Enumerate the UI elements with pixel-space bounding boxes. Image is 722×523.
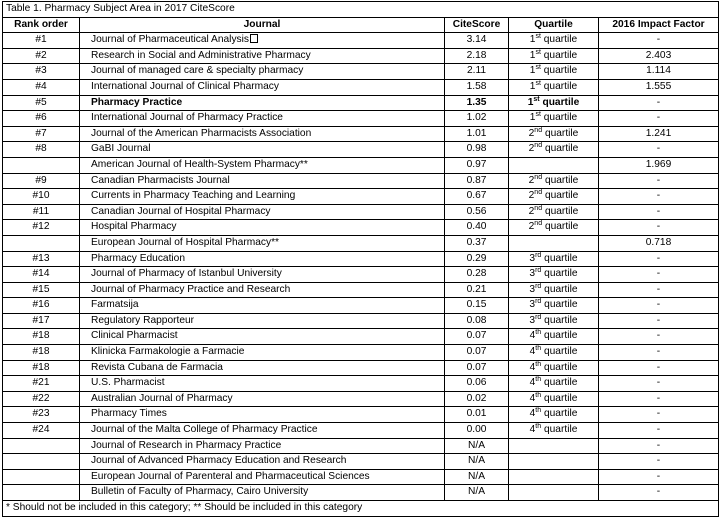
- journal-name: Farmatsija: [91, 299, 139, 311]
- quartile-word: quartile: [544, 143, 579, 155]
- quartile-word: quartile: [543, 80, 578, 92]
- quartile-word: quartile: [543, 34, 578, 46]
- impact-factor-cell: 1.555: [599, 79, 719, 95]
- rank-cell: #6: [3, 111, 80, 127]
- quartile-cell: [509, 111, 599, 127]
- rank-cell: #21: [3, 376, 80, 392]
- citescore-cell: 1.35: [445, 95, 509, 111]
- citescore-cell: 0.87: [445, 173, 509, 189]
- rank-cell: #22: [3, 391, 80, 407]
- journal-name: GaBI Journal: [91, 143, 151, 155]
- journal-cell: [80, 173, 445, 189]
- journal-name: Currents in Pharmacy Teaching and Learning: [91, 190, 296, 202]
- journal-cell: [80, 345, 445, 361]
- journal-cell: [80, 407, 445, 423]
- rank-cell: #2: [3, 48, 80, 64]
- journal-cell: [80, 111, 445, 127]
- journal-cell: [80, 251, 445, 267]
- table-container: [2, 1, 718, 517]
- journal-name: Hospital Pharmacy: [91, 221, 177, 233]
- journal-name: Journal of Pharmacy Practice and Research: [91, 283, 291, 295]
- quartile-ordinal: nd: [534, 204, 543, 212]
- rank-cell: [3, 235, 80, 251]
- journal-cell: [80, 298, 445, 314]
- journal-name: Klinicka Farmakologie a Farmacie: [91, 346, 245, 358]
- rank-cell: #1: [3, 33, 80, 49]
- quartile-word: quartile: [544, 127, 579, 139]
- quartile-cell: [509, 438, 599, 454]
- citescore-cell: N/A: [445, 469, 509, 485]
- journal-name: Canadian Pharmacists Journal: [91, 174, 230, 186]
- table-row: [3, 33, 719, 49]
- journal-cell: [80, 126, 445, 142]
- quartile-number: 3: [529, 283, 536, 295]
- table-caption: Table 1. Pharmacy Subject Area in 2017 CiteScore: [3, 2, 719, 18]
- journal-name: Journal of the Malta College of Pharmacy Practice: [91, 424, 318, 436]
- rank-cell: [3, 157, 80, 173]
- rank-cell: #11: [3, 204, 80, 220]
- quartile-cell: [509, 485, 599, 501]
- journal-name: European Journal of Hospital Pharmacy**: [91, 236, 280, 248]
- journal-name: Research in Social and Administrative Pharmacy: [91, 49, 311, 61]
- journal-cell: [80, 157, 445, 173]
- journal-name: Journal of Pharmacy of Istanbul University: [91, 268, 282, 280]
- quartile-word: quartile: [543, 392, 578, 404]
- quartile-cell: [509, 235, 599, 251]
- quartile-number: 2: [528, 205, 535, 217]
- rank-cell: #16: [3, 298, 80, 314]
- quartile-word: quartile: [543, 346, 578, 358]
- journal-name: International Journal of Clinical Pharmacy: [91, 80, 279, 92]
- quartile-cell: [509, 95, 599, 111]
- quartile-word: quartile: [544, 190, 579, 202]
- quartile-cell: [509, 360, 599, 376]
- journal-name: American Journal of Health-System Pharmacy**: [91, 158, 308, 170]
- quartile-number: 1: [529, 65, 536, 77]
- journal-name: Journal of Advanced Pharmacy Education and Research: [91, 455, 347, 467]
- table-row: [3, 438, 719, 454]
- citescore-cell: 0.28: [445, 267, 509, 283]
- quartile-number: 2: [528, 127, 535, 139]
- quartile-ordinal: st: [535, 64, 541, 72]
- quartile-cell: [509, 376, 599, 392]
- quartile-ordinal: th: [535, 376, 542, 384]
- header-row: [3, 17, 719, 33]
- quartile-cell: [509, 407, 599, 423]
- journal-cell: [80, 189, 445, 205]
- quartile-cell: [509, 251, 599, 267]
- rank-cell: #17: [3, 313, 80, 329]
- quartile-number: 1: [527, 96, 534, 108]
- quartile-cell: [509, 189, 599, 205]
- impact-factor-cell: -: [599, 142, 719, 158]
- quartile-cell: [509, 298, 599, 314]
- quartile-number: 3: [529, 314, 536, 326]
- quartile-word: quartile: [543, 65, 578, 77]
- journal-cell: [80, 79, 445, 95]
- impact-factor-cell: -: [599, 173, 719, 189]
- table-row: [3, 267, 719, 283]
- citescore-cell: 0.01: [445, 407, 509, 423]
- rank-cell: #8: [3, 142, 80, 158]
- quartile-word: quartile: [544, 268, 578, 280]
- impact-factor-cell: 1.114: [599, 64, 719, 80]
- quartile-ordinal: th: [535, 360, 542, 368]
- table-row: [3, 220, 719, 236]
- citescore-cell: 0.98: [445, 142, 509, 158]
- journal-name: U.S. Pharmacist: [91, 377, 165, 389]
- rank-cell: [3, 469, 80, 485]
- quartile-number: 2: [528, 174, 535, 186]
- quartile-number: 1: [529, 49, 536, 61]
- table-row: [3, 251, 719, 267]
- quartile-word: quartile: [544, 299, 578, 311]
- quartile-word: quartile: [544, 221, 579, 233]
- table-row: [3, 79, 719, 95]
- journal-name: Pharmacy Practice: [91, 96, 183, 108]
- impact-factor-cell: -: [599, 313, 719, 329]
- impact-factor-cell: -: [599, 454, 719, 470]
- citescore-cell: 0.40: [445, 220, 509, 236]
- impact-factor-cell: -: [599, 329, 719, 345]
- citescore-cell: 2.18: [445, 48, 509, 64]
- citescore-cell: 0.15: [445, 298, 509, 314]
- table-row: [3, 423, 719, 439]
- journal-name: Clinical Pharmacist: [91, 330, 178, 342]
- citescore-cell: 0.07: [445, 329, 509, 345]
- quartile-ordinal: rd: [535, 313, 542, 321]
- table-caption-row: [3, 2, 719, 18]
- impact-factor-cell: -: [599, 220, 719, 236]
- journal-cell: [80, 469, 445, 485]
- citescore-cell: 1.01: [445, 126, 509, 142]
- quartile-word: quartile: [543, 330, 578, 342]
- quartile-cell: [509, 64, 599, 80]
- table-row: [3, 48, 719, 64]
- quartile-cell: [509, 469, 599, 485]
- quartile-word: quartile: [544, 314, 578, 326]
- impact-factor-cell: -: [599, 251, 719, 267]
- quartile-cell: [509, 173, 599, 189]
- journal-cell: [80, 454, 445, 470]
- quartile-ordinal: rd: [535, 251, 542, 259]
- journal-cell: [80, 485, 445, 501]
- rank-cell: #18: [3, 360, 80, 376]
- citescore-cell: 1.02: [445, 111, 509, 127]
- table-row: [3, 391, 719, 407]
- citescore-cell: 0.37: [445, 235, 509, 251]
- rank-cell: #18: [3, 329, 80, 345]
- quartile-ordinal: th: [535, 407, 542, 415]
- impact-factor-cell: 1.241: [599, 126, 719, 142]
- quartile-number: 4: [529, 377, 536, 389]
- quartile-cell: [509, 48, 599, 64]
- impact-factor-cell: -: [599, 469, 719, 485]
- rank-cell: #15: [3, 282, 80, 298]
- quartile-ordinal: nd: [534, 173, 543, 181]
- table-row: [3, 376, 719, 392]
- quartile-ordinal: nd: [534, 142, 543, 150]
- impact-factor-cell: -: [599, 267, 719, 283]
- table-row: [3, 469, 719, 485]
- quartile-number: 4: [529, 330, 536, 342]
- impact-factor-cell: -: [599, 204, 719, 220]
- quartile-ordinal: th: [535, 391, 542, 399]
- impact-factor-cell: -: [599, 376, 719, 392]
- rank-cell: #5: [3, 95, 80, 111]
- quartile-number: 3: [529, 252, 536, 264]
- quartile-ordinal: rd: [535, 267, 542, 275]
- rank-cell: #13: [3, 251, 80, 267]
- journal-cell: [80, 33, 445, 49]
- journal-cell: [80, 48, 445, 64]
- impact-factor-cell: -: [599, 345, 719, 361]
- citescore-cell: 0.06: [445, 376, 509, 392]
- citescore-cell: 3.14: [445, 33, 509, 49]
- table-row: [3, 126, 719, 142]
- header-quartile: Quartile: [509, 17, 599, 33]
- quartile-number: 4: [529, 424, 536, 436]
- rank-cell: #24: [3, 423, 80, 439]
- quartile-cell: [509, 329, 599, 345]
- quartile-ordinal: st: [535, 33, 541, 41]
- citescore-table: [2, 1, 719, 517]
- footnote: * Should not be included in this category; ** Should be included in this category: [3, 501, 719, 517]
- journal-cell: [80, 142, 445, 158]
- journal-cell: [80, 391, 445, 407]
- quartile-cell: [509, 157, 599, 173]
- table-row: [3, 173, 719, 189]
- journal-name: Australian Journal of Pharmacy: [91, 392, 233, 404]
- quartile-number: 1: [529, 34, 536, 46]
- table-row: [3, 454, 719, 470]
- impact-factor-cell: -: [599, 485, 719, 501]
- impact-factor-cell: -: [599, 189, 719, 205]
- quartile-number: 2: [528, 221, 535, 233]
- citescore-cell: 0.29: [445, 251, 509, 267]
- header-citescore: CiteScore: [445, 17, 509, 33]
- quartile-cell: [509, 267, 599, 283]
- quartile-cell: [509, 423, 599, 439]
- quartile-word: quartile: [544, 174, 579, 186]
- rank-cell: #18: [3, 345, 80, 361]
- quartile-number: 3: [529, 268, 536, 280]
- journal-name: Regulatory Rapporteur: [91, 314, 195, 326]
- quartile-cell: [509, 282, 599, 298]
- quartile-number: 3: [529, 299, 536, 311]
- impact-factor-cell: -: [599, 111, 719, 127]
- journal-name: Journal of Research in Pharmacy Practice: [91, 439, 282, 451]
- impact-factor-cell: -: [599, 298, 719, 314]
- table-row: [3, 204, 719, 220]
- quartile-word: quartile: [544, 205, 579, 217]
- quartile-ordinal: th: [535, 423, 542, 431]
- citescore-cell: 0.07: [445, 345, 509, 361]
- rank-cell: #3: [3, 64, 80, 80]
- table-row: [3, 189, 719, 205]
- footnote-row: [3, 501, 719, 517]
- citescore-cell: 2.11: [445, 64, 509, 80]
- rank-cell: [3, 454, 80, 470]
- quartile-ordinal: st: [533, 95, 540, 103]
- quartile-cell: [509, 126, 599, 142]
- quartile-word: quartile: [542, 96, 580, 108]
- quartile-cell: [509, 313, 599, 329]
- quartile-cell: [509, 33, 599, 49]
- rank-cell: #9: [3, 173, 80, 189]
- table-row: [3, 329, 719, 345]
- quartile-cell: [509, 454, 599, 470]
- journal-cell: [80, 282, 445, 298]
- citescore-cell: 0.02: [445, 391, 509, 407]
- journal-cell: [80, 95, 445, 111]
- table-row: [3, 345, 719, 361]
- impact-factor-cell: -: [599, 360, 719, 376]
- journal-cell: [80, 267, 445, 283]
- rank-cell: #14: [3, 267, 80, 283]
- quartile-cell: [509, 79, 599, 95]
- rank-cell: #12: [3, 220, 80, 236]
- rank-cell: #10: [3, 189, 80, 205]
- impact-factor-cell: -: [599, 33, 719, 49]
- citescore-cell: N/A: [445, 438, 509, 454]
- impact-factor-cell: -: [599, 95, 719, 111]
- quartile-word: quartile: [543, 49, 578, 61]
- journal-name: Revista Cubana de Farmacia: [91, 361, 223, 373]
- citescore-cell: 0.56: [445, 204, 509, 220]
- journal-cell: [80, 235, 445, 251]
- impact-factor-cell: -: [599, 423, 719, 439]
- quartile-cell: [509, 345, 599, 361]
- table-row: [3, 111, 719, 127]
- journal-name: Journal of managed care & specialty pharmacy: [91, 65, 304, 77]
- rank-cell: #23: [3, 407, 80, 423]
- journal-cell: [80, 438, 445, 454]
- rank-cell: [3, 485, 80, 501]
- impact-factor-cell: -: [599, 438, 719, 454]
- quartile-word: quartile: [543, 408, 578, 420]
- header-journal: Journal: [80, 17, 445, 33]
- impact-factor-cell: -: [599, 391, 719, 407]
- quartile-cell: [509, 391, 599, 407]
- quartile-word: quartile: [543, 377, 578, 389]
- citescore-cell: N/A: [445, 485, 509, 501]
- citescore-cell: 0.07: [445, 360, 509, 376]
- journal-name: Journal of the American Pharmacists Association: [91, 127, 312, 139]
- citescore-cell: 0.00: [445, 423, 509, 439]
- journal-cell: [80, 360, 445, 376]
- quartile-number: 2: [528, 143, 535, 155]
- journal-name: Bulletin of Faculty of Pharmacy, Cairo University: [91, 486, 309, 498]
- journal-name: Pharmacy Education: [91, 252, 186, 264]
- impact-factor-cell: 2.403: [599, 48, 719, 64]
- journal-cell: [80, 220, 445, 236]
- rank-cell: #7: [3, 126, 80, 142]
- table-row: [3, 313, 719, 329]
- citescore-cell: N/A: [445, 454, 509, 470]
- table-row: [3, 235, 719, 251]
- quartile-ordinal: nd: [534, 220, 543, 228]
- journal-name: European Journal of Parenteral and Pharmaceutical Sciences: [91, 470, 370, 482]
- table-row: [3, 64, 719, 80]
- quartile-number: 4: [529, 392, 536, 404]
- journal-cell: [80, 204, 445, 220]
- impact-factor-cell: -: [599, 407, 719, 423]
- table-row: [3, 360, 719, 376]
- table-row: [3, 407, 719, 423]
- journal-cell: [80, 64, 445, 80]
- quartile-cell: [509, 204, 599, 220]
- journal-cell: [80, 376, 445, 392]
- quartile-cell: [509, 220, 599, 236]
- quartile-word: quartile: [544, 252, 578, 264]
- journal-cell: [80, 329, 445, 345]
- quartile-word: quartile: [544, 283, 578, 295]
- table-row: [3, 142, 719, 158]
- journal-name: Journal of Pharmaceutical Analysis: [91, 34, 249, 46]
- journal-name: Pharmacy Times: [91, 408, 167, 420]
- table-row: [3, 282, 719, 298]
- quartile-number: 4: [529, 361, 536, 373]
- impact-factor-cell: 1.969: [599, 157, 719, 173]
- impact-factor-cell: -: [599, 282, 719, 298]
- citescore-cell: 0.21: [445, 282, 509, 298]
- citescore-cell: 0.08: [445, 313, 509, 329]
- quartile-ordinal: th: [535, 345, 542, 353]
- quartile-ordinal: rd: [535, 298, 542, 306]
- quartile-number: 2: [528, 190, 535, 202]
- journal-name: Canadian Journal of Hospital Pharmacy: [91, 205, 271, 217]
- table-row: [3, 157, 719, 173]
- quartile-word: quartile: [543, 112, 578, 124]
- rank-cell: #4: [3, 79, 80, 95]
- table-row: [3, 298, 719, 314]
- quartile-ordinal: st: [535, 48, 541, 56]
- quartile-ordinal: nd: [534, 189, 543, 197]
- quartile-ordinal: st: [535, 79, 541, 87]
- open-access-icon: [250, 34, 258, 43]
- journal-name: International Journal of Pharmacy Practice: [91, 112, 283, 124]
- quartile-word: quartile: [543, 361, 578, 373]
- journal-cell: [80, 423, 445, 439]
- quartile-ordinal: rd: [535, 282, 542, 290]
- citescore-cell: 0.97: [445, 157, 509, 173]
- quartile-number: 4: [529, 346, 536, 358]
- quartile-word: quartile: [543, 424, 578, 436]
- citescore-cell: 1.58: [445, 79, 509, 95]
- quartile-ordinal: st: [535, 111, 541, 119]
- quartile-cell: [509, 142, 599, 158]
- impact-factor-cell: 0.718: [599, 235, 719, 251]
- quartile-ordinal: th: [535, 329, 542, 337]
- header-rank: Rank order: [3, 17, 80, 33]
- quartile-number: 4: [529, 408, 536, 420]
- quartile-number: 1: [529, 80, 536, 92]
- citescore-cell: 0.67: [445, 189, 509, 205]
- journal-cell: [80, 313, 445, 329]
- table-row: [3, 485, 719, 501]
- quartile-number: 1: [529, 112, 536, 124]
- quartile-ordinal: nd: [534, 126, 543, 134]
- rank-cell: [3, 438, 80, 454]
- header-impact-factor: 2016 Impact Factor: [599, 17, 719, 33]
- table-row: [3, 95, 719, 111]
